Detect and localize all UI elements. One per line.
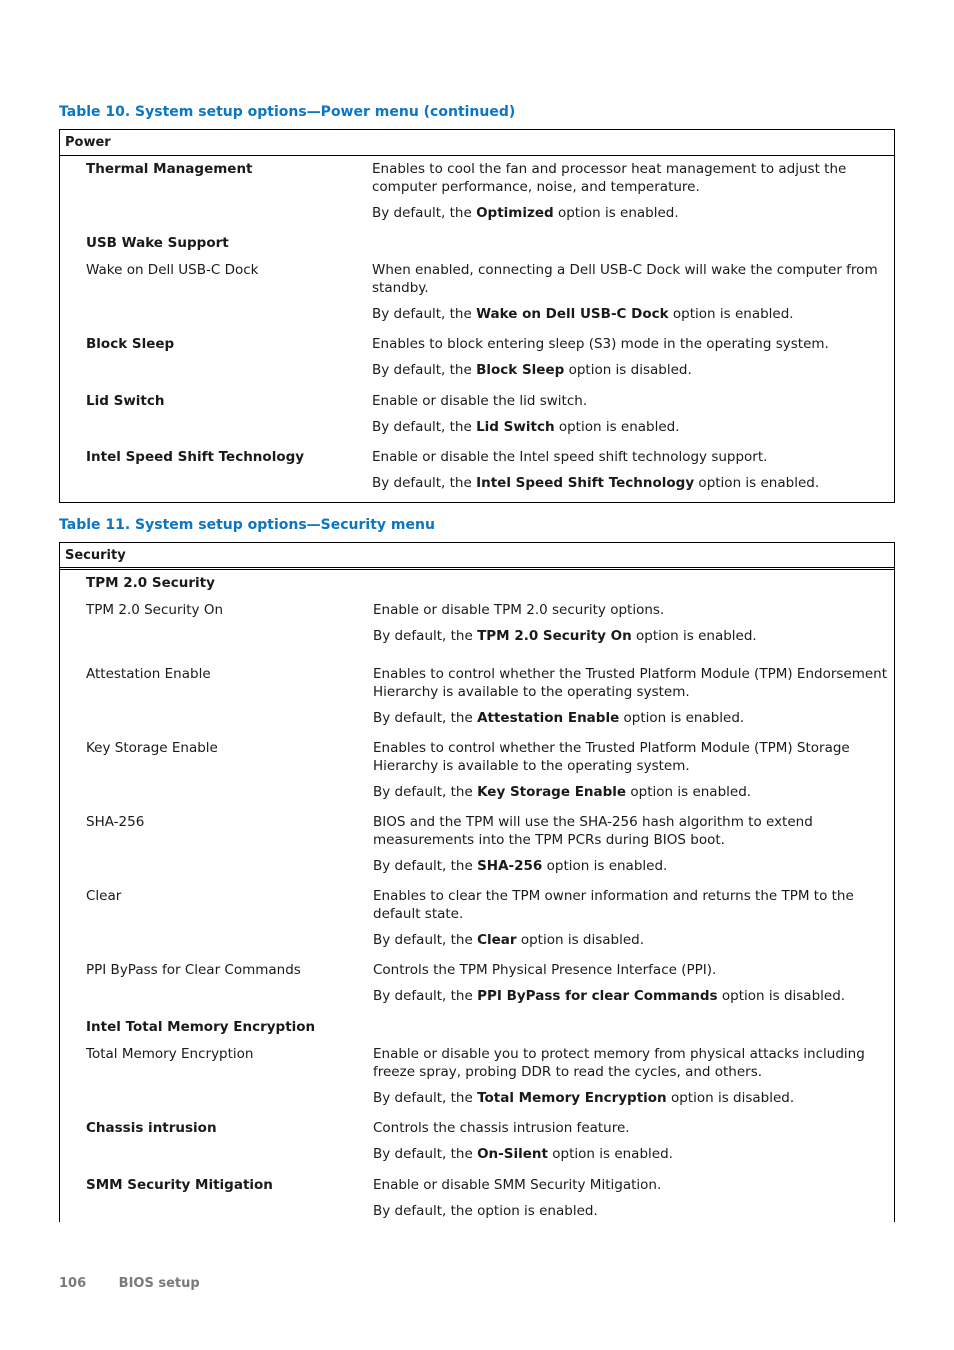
option-name: Block Sleep (476, 362, 565, 378)
option-name: SHA-256 (477, 857, 543, 874)
setting-label: Attestation Enable (86, 666, 211, 682)
setting-description (372, 161, 887, 231)
setting-label: Clear (86, 888, 122, 904)
description-text: Enable or disable TPM 2.0 security options. (373, 602, 665, 618)
setting-label: Key Storage Enable (86, 740, 218, 756)
description-text: BIOS and the TPM will use the SHA-256 hash algorithm to extend measurements into the TPM PCRs during BIOS boot. (373, 814, 813, 848)
default-value-text: By default, the TPM 2.0 Security On option is enabled. (373, 628, 757, 644)
option-name: On-Silent (477, 1146, 548, 1162)
description-text: Controls the chassis intrusion feature. (373, 1120, 630, 1136)
setting-description (373, 1120, 888, 1172)
setting-label: SHA-256 (86, 814, 145, 830)
setting-description (373, 1177, 888, 1229)
option-name: TPM 2.0 Security On (477, 628, 632, 644)
setting-description (373, 740, 888, 810)
default-value-text: By default, the SHA-256 option is enabled. (373, 857, 668, 874)
setting-description (373, 666, 888, 736)
option-name: Optimized (476, 204, 554, 221)
option-name: Intel Speed Shift Technology (476, 475, 695, 491)
setting-description (373, 814, 888, 884)
default-value-text: By default, the Total Memory Encryption option is disabled. (373, 1089, 795, 1106)
setting-description (372, 336, 887, 388)
default-value-text: By default, the option is enabled. (373, 1203, 598, 1219)
default-value-text: By default, the Clear option is disabled. (373, 931, 645, 948)
setting-group-label: Block Sleep (86, 336, 175, 352)
default-value-text: By default, the Key Storage Enable option is enabled. (373, 783, 752, 800)
option-name: Attestation Enable (477, 709, 620, 726)
description-text: When enabled, connecting a Dell USB-C Dock will wake the computer from standby. (372, 262, 878, 296)
setting-label: TPM 2.0 Security On (86, 602, 223, 618)
description-text: Enable or disable the Intel speed shift technology support. (372, 449, 768, 465)
setting-label: Wake on Dell USB-C Dock (86, 262, 259, 278)
section-title: BIOS setup (118, 1276, 200, 1291)
option-name: Total Memory Encryption (477, 1089, 667, 1106)
power-menu-table (59, 129, 895, 503)
description-text: Enables to control whether the Trusted Platform Module (TPM) Endorsement Hierarchy is available to the operating system. (373, 666, 888, 700)
setting-description (372, 262, 887, 332)
default-value-text: By default, the PPI ByPass for clear Commands option is disabled. (373, 988, 846, 1004)
description-text: Enables to clear the TPM owner information and returns the TPM to the default state. (373, 888, 854, 922)
description-text: Enable or disable you to protect memory from physical attacks including freeze spray, probing DDR to read the cycles, and others. (373, 1046, 865, 1080)
default-value-text: By default, the Wake on Dell USB-C Dock option is enabled. (372, 305, 794, 322)
table-11-caption: Table 11. System setup options—Security menu (59, 517, 435, 533)
setting-description (373, 962, 888, 1014)
option-name: Clear (477, 931, 517, 948)
description-text: Enable or disable the lid switch. (372, 393, 588, 409)
description-text: Enables to block entering sleep (S3) mode in the operating system. (372, 336, 829, 352)
setting-group-label: SMM Security Mitigation (86, 1177, 273, 1193)
setting-group-label: Chassis intrusion (86, 1120, 217, 1136)
default-value-text: By default, the Attestation Enable option is enabled. (373, 709, 745, 726)
security-menu-table (59, 542, 895, 1222)
default-value-text: By default, the Lid Switch option is enabled. (372, 419, 680, 435)
setting-description (372, 449, 887, 501)
table-10-caption: Table 10. System setup options—Power menu (continued) (59, 104, 516, 120)
setting-label: PPI ByPass for Clear Commands (86, 962, 301, 978)
description-text: Enables to cool the fan and processor heat management to adjust the computer performance, noise, and temperature. (372, 161, 847, 195)
setting-description (373, 1046, 888, 1116)
default-value-text: By default, the On-Silent option is enabled. (373, 1146, 673, 1162)
table-header: Security (60, 543, 894, 570)
option-name: Key Storage Enable (477, 783, 627, 800)
setting-description (373, 888, 888, 958)
option-name: Lid Switch (476, 419, 555, 435)
page-number: 106 (59, 1276, 87, 1291)
setting-description (372, 393, 887, 445)
description-text: Enable or disable SMM Security Mitigation. (373, 1177, 662, 1193)
page-footer (59, 1276, 200, 1291)
setting-group-label: Thermal Management (86, 161, 253, 177)
default-value-text: By default, the Intel Speed Shift Technology option is enabled. (372, 475, 820, 491)
default-value-text: By default, the Optimized option is enabled. (372, 204, 679, 221)
setting-group-label: Lid Switch (86, 393, 165, 409)
setting-description (373, 602, 888, 654)
setting-label: Total Memory Encryption (86, 1046, 254, 1062)
default-value-text: By default, the Block Sleep option is disabled. (372, 362, 692, 378)
setting-group-label: Intel Speed Shift Technology (86, 449, 305, 465)
description-text: Controls the TPM Physical Presence Interface (PPI). (373, 962, 717, 978)
table-header: Power (60, 130, 894, 156)
setting-group-label: USB Wake Support (86, 235, 229, 251)
setting-group-label: TPM 2.0 Security (86, 575, 215, 591)
option-name: Wake on Dell USB-C Dock (476, 305, 669, 322)
description-text: Enables to control whether the Trusted Platform Module (TPM) Storage Hierarchy is available to the operating system. (373, 740, 850, 774)
option-name: PPI ByPass for clear Commands (477, 988, 718, 1004)
setting-group-label: Intel Total Memory Encryption (86, 1019, 316, 1035)
